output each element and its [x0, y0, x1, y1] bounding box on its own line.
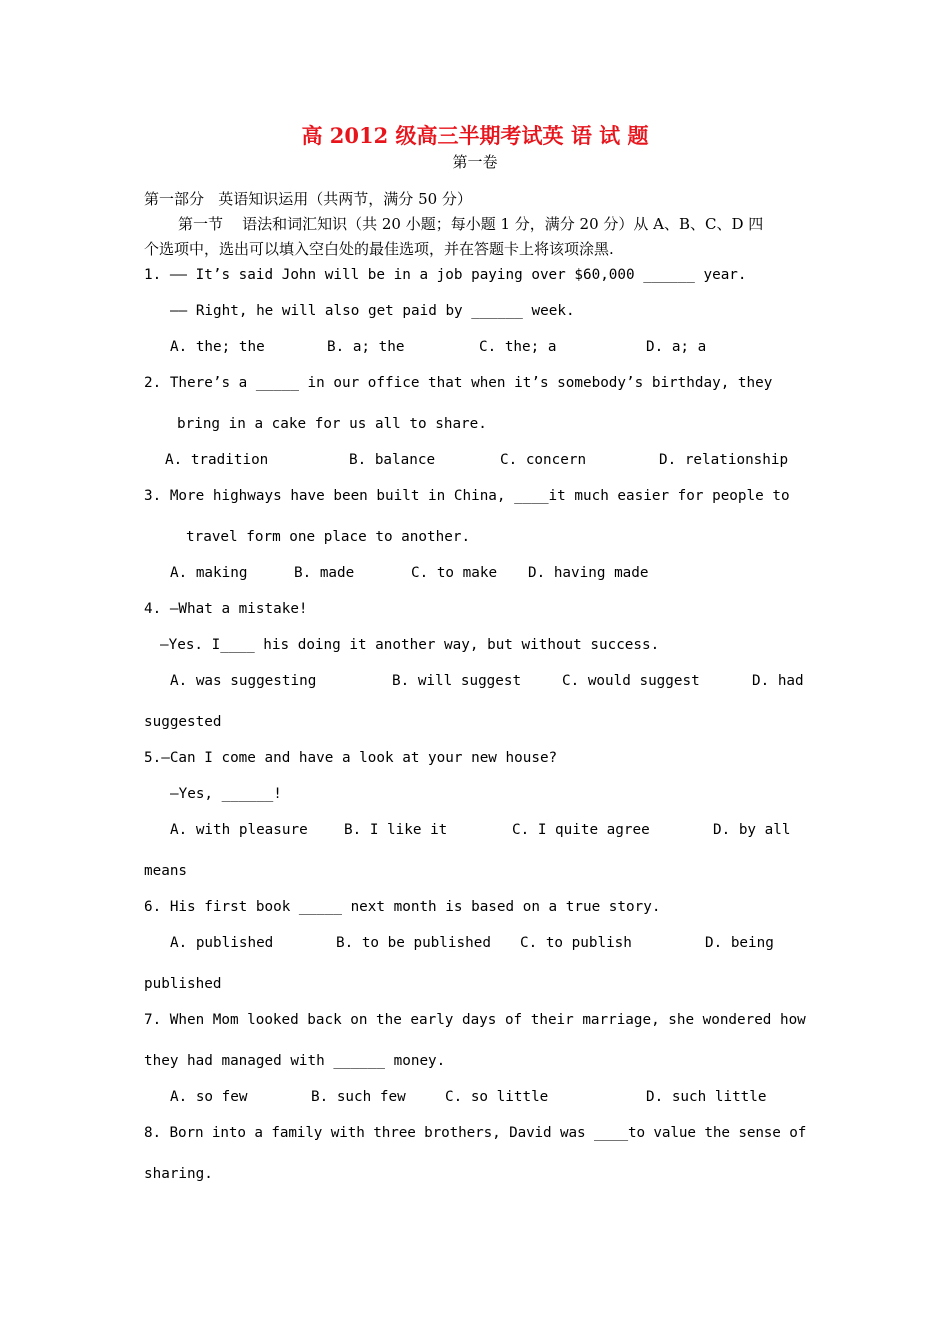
part-heading: 第一部分 英语知识运用（共两节，满分 50 分） — [144, 190, 472, 208]
question-2-option-d: D. relationship — [659, 452, 789, 468]
question-7-option-d: D. such little — [646, 1089, 767, 1105]
question-5-option-d-wrap: means — [144, 863, 188, 879]
question-7-stem: 7. When Mom looked back on the early days of their marriage, she wondered how — [144, 1012, 806, 1028]
question-1-option-c: C. the; a — [479, 339, 557, 355]
question-3-option-d: D. having made — [528, 565, 649, 581]
question-4-option-d-wrap: suggested — [144, 714, 222, 730]
question-6-stem: 6. His first book _____ next month is based on a true story. — [144, 899, 661, 915]
question-6-option-d-wrap: published — [144, 976, 222, 992]
question-1-option-b: B. a; the — [327, 339, 405, 355]
question-7-option-b: B. such few — [311, 1089, 406, 1105]
question-2-stem-continued: bring in a cake for us all to share. — [177, 416, 487, 432]
question-4-option-b: B. will suggest — [392, 673, 522, 689]
question-1-option-d: D. a; a — [646, 339, 707, 355]
question-4-stem: 4. —What a mistake! — [144, 601, 308, 617]
question-7-stem-continued: they had managed with ______ money. — [144, 1053, 446, 1069]
section-instruction-line1: 第一节 语法和词汇知识（共 20 小题；每小题 1 分，满分 20 分）从 A、B、C、D 四 — [178, 215, 764, 233]
question-3-stem-continued: travel form one place to another. — [186, 529, 471, 545]
question-2-option-b: B. balance — [349, 452, 436, 468]
question-5-stem-reply: —Yes, ______! — [170, 786, 282, 802]
question-7-option-c: C. so little — [445, 1089, 549, 1105]
question-1-stem-reply: —— Right, he will also get paid by ______ week. — [170, 303, 575, 319]
question-3-stem: 3. More highways have been built in China, ____it much easier for people to — [144, 488, 790, 504]
question-4-option-a: A. was suggesting — [170, 673, 317, 689]
question-6-option-b: B. to be published — [336, 935, 491, 951]
question-5-option-c: C. I quite agree — [512, 822, 650, 838]
question-1-option-a: A. the; the — [170, 339, 265, 355]
volume-subtitle: 第一卷 — [452, 153, 498, 171]
question-3-option-c: C. to make — [411, 565, 498, 581]
question-5-option-d: D. by all — [713, 822, 791, 838]
question-5-stem: 5.—Can I come and have a look at your new house? — [144, 750, 558, 766]
question-6-option-a: A. published — [170, 935, 274, 951]
question-3-option-a: A. making — [170, 565, 248, 581]
question-8-stem-continued: sharing. — [144, 1166, 213, 1182]
page-title: 高 2012 级高三半期考试英 语 试 题 — [301, 123, 649, 148]
section-instruction-line2: 个选项中，选出可以填入空白处的最佳选项，并在答题卡上将该项涂黑. — [144, 240, 614, 258]
question-1-stem: 1. —— It’s said John will be in a job paying over $60,000 ______ year. — [144, 267, 747, 283]
question-4-option-c: C. would suggest — [562, 673, 700, 689]
question-4-stem-reply: —Yes. I____ his doing it another way, but without success. — [160, 637, 660, 653]
question-2-option-c: C. concern — [500, 452, 587, 468]
question-2-option-a: A. tradition — [165, 452, 269, 468]
question-6-option-c: C. to publish — [520, 935, 632, 951]
question-6-option-d: D. being — [705, 935, 774, 951]
question-3-option-b: B. made — [294, 565, 355, 581]
question-7-option-a: A. so few — [170, 1089, 248, 1105]
question-5-option-b: B. I like it — [344, 822, 448, 838]
question-5-option-a: A. with pleasure — [170, 822, 308, 838]
question-2-stem: 2. There’s a _____ in our office that when it’s somebody’s birthday, they — [144, 375, 773, 391]
question-4-option-d: D. had — [752, 673, 804, 689]
question-8-stem: 8. Born into a family with three brothers, David was ____to value the sense of — [144, 1125, 807, 1141]
